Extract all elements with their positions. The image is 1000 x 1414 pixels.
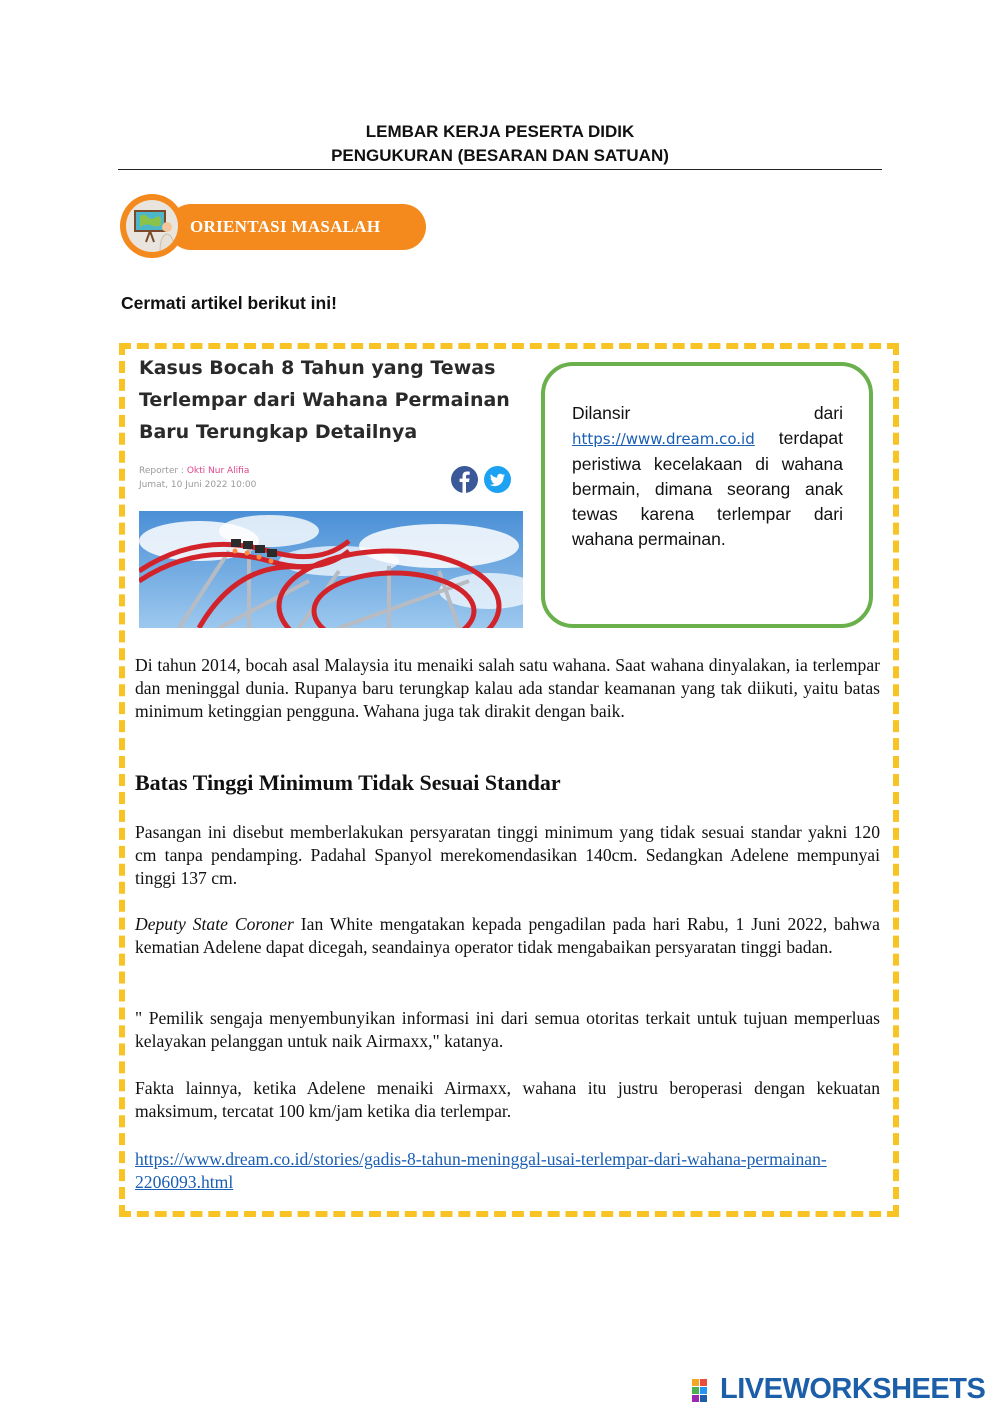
liveworksheets-logo-text: LIVEWORKSHEETS	[720, 1372, 986, 1405]
worksheet-subtitle: PENGUKURAN (BESARAN DAN SATUAN)	[331, 146, 669, 165]
article-paragraph	[135, 913, 880, 959]
article-headline-line: Baru Terungkap Detailnya	[139, 421, 418, 443]
facebook-icon	[451, 466, 478, 493]
article-date: Jumat, 10 Juni 2022 10:00	[139, 480, 257, 490]
dream-site-link[interactable]: https://www.dream.co.id	[572, 430, 755, 448]
roller-coaster-photo	[139, 511, 523, 628]
article-paragraph: Fakta lainnya, ketika Adelene menaiki Airmaxx, wahana itu justru beroperasi dengan kekuatan maksimum, tercatat 100 km/jam ketika dia terlempar.	[135, 1078, 880, 1121]
reporter-name: Okti Nur Alifia	[186, 466, 250, 476]
liveworksheets-logo[interactable]	[690, 1372, 985, 1406]
article-subheading: Batas Tinggi Minimum Tidak Sesuai Standar	[135, 770, 561, 795]
coroner-title: Deputy State Coroner	[135, 914, 294, 934]
article-paragraph: Pasangan ini disebut memberlakukan persyaratan tinggi minimum yang tidak sesuai standar yakni 120 cm tanpa pendamping. Padahal Spanyol merekomendasikan 140cm. Sedangkan Adelene mempunyai tinggi 137 cm.	[135, 822, 880, 888]
article-headline-line: Kasus Bocah 8 Tahun yang Tewas	[139, 357, 496, 379]
header-divider	[118, 169, 882, 170]
article-paragraph: " Pemilik sengaja menyembunyikan informasi ini dari semua otoritas terkait untuk tujuan memperluas kelayakan pelanggan untuk naik Airmaxx," katanya.	[135, 1008, 880, 1051]
callout-text-before: Dilansir dari	[572, 403, 843, 423]
worksheet-title: LEMBAR KERJA PESERTA DIDIK	[365, 122, 635, 141]
article-paragraph: Di tahun 2014, bocah asal Malaysia itu menaiki salah satu wahana. Saat wahana dinyalakan, ia terlempar dan meninggal dunia. Rupanya baru terungkap kalau ada standar keamanan yang tak diikuti, yaitu batas minimum ketinggian pengguna. Wahana juga tak dirakit dengan baik.	[135, 655, 880, 721]
article-headline	[139, 352, 539, 448]
teacher-map-icon	[126, 200, 178, 252]
source-article-link[interactable]: https://www.dream.co.id/stories/gadis-8-tahun-meninggal-usai-terlempar-dari-wahana-permainan-2206093.html	[135, 1149, 827, 1192]
article-reporter	[139, 466, 249, 476]
callout-text-after: terdapat peristiwa kecelakaan di wahana bermain, dimana seorang anak tewas karena terlempar dari wahana permainan.	[572, 428, 843, 549]
liveworksheets-logo-mark-icon	[690, 1375, 718, 1403]
paragraph-text: Ian White mengatakan kepada pengadilan pada hari Rabu, 1 Juni 2022, bahwa kematian Adelene dapat dicegah, seandainya operator tidak mengabaikan persyaratan tinggi badan.	[135, 914, 880, 957]
summary-callout-text	[572, 401, 843, 552]
twitter-icon	[484, 466, 511, 493]
section-badge	[168, 204, 426, 250]
instruction-text: Cermati artikel berikut ini!	[121, 293, 337, 313]
section-badge-label: ORIENTASI MASALAH	[190, 217, 381, 236]
reporter-label: Reporter :	[139, 466, 187, 476]
article-headline-line: Terlempar dari Wahana Permainan	[139, 389, 510, 411]
